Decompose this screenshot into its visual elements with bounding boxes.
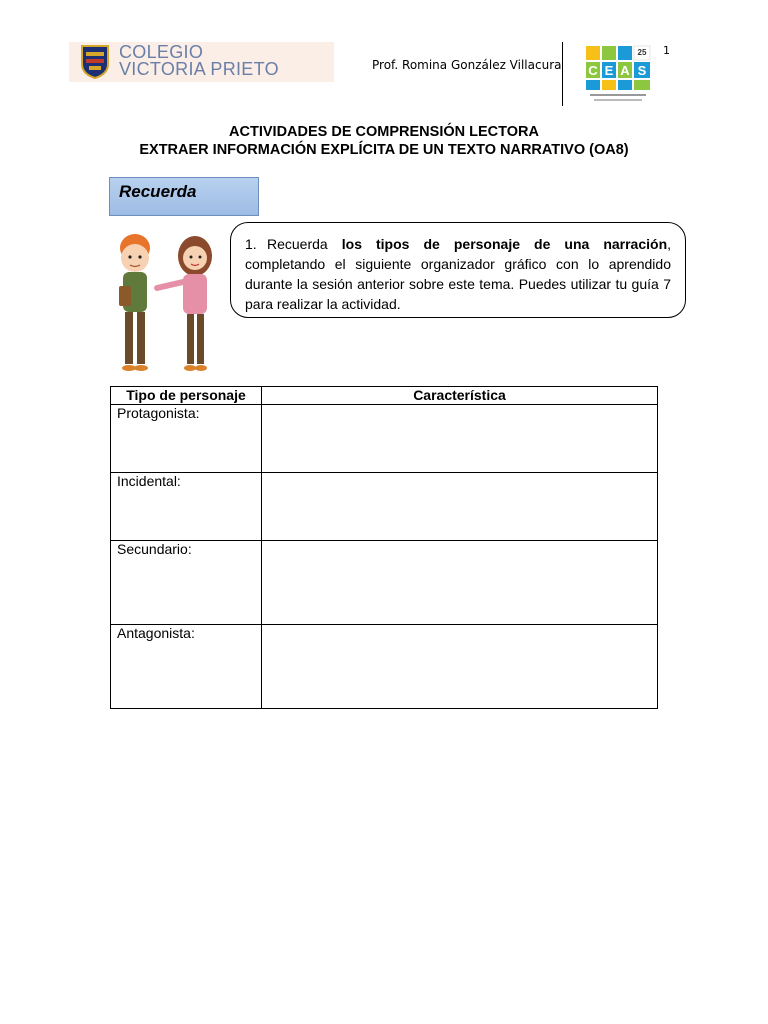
school-shield-icon bbox=[80, 44, 110, 80]
row-type-cell: Protagonista: bbox=[111, 405, 262, 473]
instruction-number: 1. bbox=[245, 236, 257, 252]
instruction-bold: los tipos de personaje de una narración bbox=[341, 236, 668, 252]
row-type-cell: Antagonista: bbox=[111, 625, 262, 709]
table-row bbox=[111, 473, 658, 541]
school-name bbox=[119, 44, 329, 78]
children-illustration-icon bbox=[105, 228, 225, 378]
school-name-line2: VICTORIA PRIETO bbox=[119, 59, 279, 79]
header-divider bbox=[562, 42, 563, 106]
character-types-table bbox=[110, 386, 658, 709]
row-type-cell: Incidental: bbox=[111, 473, 262, 541]
title-line1: ACTIVIDADES DE COMPRENSIÓN LECTORA bbox=[229, 124, 539, 140]
row-value-cell[interactable] bbox=[262, 405, 658, 473]
instruction-part2: , completando el siguiente organizador gráfico con lo aprendido durante la sesión anterior sobre este tema. Puedes utilizar tu guía 7 para realizar la actividad. bbox=[245, 236, 672, 312]
table-row bbox=[111, 541, 658, 625]
page-number: 1 bbox=[663, 44, 670, 57]
recuerda-label: Recuerda bbox=[119, 182, 197, 201]
instruction-text bbox=[245, 234, 671, 314]
row-type-cell: Secundario: bbox=[111, 541, 262, 625]
school-name-line1: COLEGIO bbox=[119, 42, 204, 62]
table-header-row bbox=[111, 387, 658, 405]
svg-text:S: S bbox=[637, 63, 647, 78]
title-line2: EXTRAER INFORMACIÓN EXPLÍCITA DE UN TEXTO NARRATIVO (OA8) bbox=[139, 142, 629, 158]
header-caracteristica: Característica bbox=[262, 387, 658, 405]
teacher-name: Prof. Romina González Villacura bbox=[372, 58, 562, 72]
table-row bbox=[111, 405, 658, 473]
row-value-cell[interactable] bbox=[262, 473, 658, 541]
svg-text:25: 25 bbox=[637, 48, 647, 57]
table-row bbox=[111, 625, 658, 709]
row-value-cell[interactable] bbox=[262, 625, 658, 709]
instruction-part1: Recuerda bbox=[267, 236, 342, 252]
svg-text:E: E bbox=[604, 63, 614, 78]
ceas-logo-icon bbox=[584, 44, 654, 106]
svg-text:A: A bbox=[620, 63, 630, 78]
svg-text:C: C bbox=[588, 63, 598, 78]
header-tipo-personaje: Tipo de personaje bbox=[111, 387, 262, 405]
row-value-cell[interactable] bbox=[262, 541, 658, 625]
